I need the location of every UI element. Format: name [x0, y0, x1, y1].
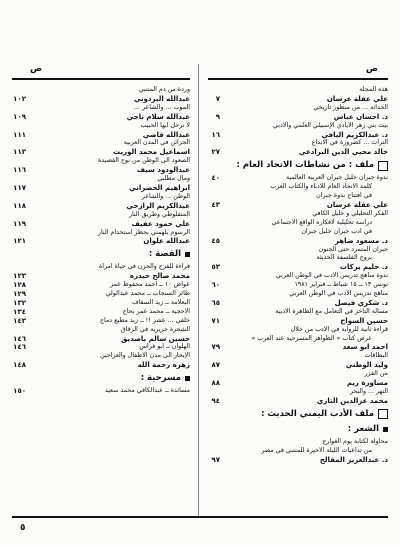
- left-column: [12, 86, 190, 396]
- toc-page-number: ٨٨: [211, 379, 220, 388]
- toc-title-row: [206, 104, 388, 113]
- section-bullet-marker: [185, 376, 190, 381]
- section-heading: [206, 408, 388, 421]
- toc-author-row: [206, 95, 388, 104]
- toc-title-row: [206, 139, 388, 148]
- toc-title-row: [206, 246, 388, 255]
- right-column: [206, 86, 388, 465]
- toc-title: جبران المتمرد حتى الجنون: [318, 245, 388, 253]
- toc-title-row: [12, 299, 190, 308]
- toc-title: كلمة الاتحاد العام للأدباء والكتاب العرب: [270, 183, 372, 191]
- toc-author: د. شكري فيصل: [334, 298, 388, 307]
- toc-title-row: [12, 229, 190, 238]
- toc-title-row: [206, 326, 388, 335]
- toc-title: الأحجية ــ محمد عمر بحاح: [122, 307, 190, 315]
- page-number: ٥: [20, 523, 26, 533]
- toc-title-row: [12, 175, 190, 184]
- column-divider: [198, 64, 199, 516]
- toc-title-row: [206, 192, 388, 201]
- toc-title: بروح الفلسفة الحديثة: [316, 254, 372, 262]
- toc-author: عبدالله قاضي: [142, 130, 190, 139]
- section-title: ملف الأدب اليمني الحديث :: [261, 408, 374, 419]
- toc-title: مسألة التأخر في التعامل مع الظاهرة الأدبية: [275, 307, 388, 315]
- toc-title-row: [12, 352, 190, 361]
- toc-author-row: [12, 166, 190, 175]
- toc-author-row: [206, 343, 388, 352]
- toc-title-row: [206, 254, 388, 263]
- toc-title-row: [12, 387, 190, 396]
- toc-title: من تداعيات الليلة الأخيرة للمتنبي في مصر: [261, 446, 372, 454]
- toc-title: المنفلوطي وطريق النار: [128, 210, 190, 218]
- toc-author-row: [206, 397, 388, 406]
- toc-title: التراث ... كضرورة في الابداع: [311, 139, 388, 147]
- toc-title: محاولة لكتابة يوم الغوارج: [322, 437, 388, 445]
- left-column-header: ص: [30, 64, 43, 74]
- toc-page-number: ٩٤: [211, 396, 220, 405]
- toc-page-number: ١٢٨: [13, 281, 26, 290]
- toc-page-number: ٨٧: [211, 361, 220, 370]
- toc-title: ندوة مناهج تدريس الأدب في الوطن العربي: [275, 272, 388, 280]
- toc-author: د. عبدالكريم اليافي: [321, 130, 388, 139]
- toc-author: علي عقلة عرسان: [326, 94, 388, 103]
- toc-page-number: ١٣٢: [13, 298, 26, 307]
- toc-author-row: [12, 335, 190, 344]
- toc-author-row: [206, 113, 388, 122]
- toc-author: خالد محيي الدين البرادعي: [298, 148, 388, 157]
- toc-title: النهر ... والبحر: [349, 388, 388, 395]
- toc-title-row: [206, 438, 388, 447]
- toc-author: حسين سالم باصديق: [121, 334, 190, 343]
- toc-author-row: [206, 201, 388, 210]
- toc-page-number: ١١٦: [13, 166, 26, 175]
- toc-title-row: [206, 174, 388, 183]
- toc-author-row: [12, 220, 190, 229]
- toc-author: محمد صالح حيدره: [129, 272, 190, 281]
- toc-title: مناهج تدريس الأدب في الوطن العربي: [289, 290, 388, 298]
- toc-author-row: [206, 456, 388, 465]
- toc-title-row: [12, 211, 190, 220]
- toc-title: الحزائن في المدن العربية: [123, 139, 190, 147]
- toc-page-number: ١٠٢: [13, 94, 26, 103]
- toc-page-number: ١١٨: [13, 201, 26, 210]
- toc-page-number: ١٤٦: [13, 334, 26, 343]
- toc-author: د. عبدالعزيز المقالح: [319, 455, 388, 464]
- toc-author-row: [206, 299, 388, 308]
- section-bullet-marker: [383, 427, 388, 432]
- right-header-rule: [208, 78, 388, 80]
- toc-author-row: [12, 184, 190, 193]
- toc-author-row: [12, 272, 190, 281]
- toc-author: حسين السواح: [340, 316, 388, 325]
- toc-author: محمد عزالدين التازي: [316, 396, 388, 405]
- toc-author-row: [206, 263, 388, 272]
- footer-rule: [12, 516, 388, 518]
- toc-author: عبدالله البردوني: [133, 94, 190, 103]
- toc-author: وليد الوطني: [345, 361, 388, 370]
- toc-author-row: [206, 317, 388, 326]
- toc-author: علي حمود عفيف: [131, 219, 190, 228]
- toc-page-number: ٤٥: [211, 236, 220, 245]
- toc-title-row: [12, 281, 190, 290]
- toc-author-row: [206, 361, 388, 370]
- section-title: ملف : من نشاطات الاتحاد العام :: [236, 160, 374, 171]
- toc-title-row: [206, 281, 388, 290]
- toc-title-row: [12, 263, 190, 272]
- toc-page-number: ١٠٩: [13, 112, 26, 121]
- toc-title: دراسة تحليلية لأفكاره الواقع الاجتماعي: [271, 218, 372, 226]
- toc-title-row: [206, 219, 388, 228]
- toc-title: مسائدة ــ عبدالكافي محمد سعيد: [104, 387, 190, 395]
- toc-page-number: ١١٩: [13, 219, 26, 228]
- toc-title-row: [12, 157, 190, 166]
- toc-page-number: ٩: [215, 112, 220, 121]
- toc-author: زهره رحمة الله: [137, 361, 190, 370]
- toc-title: تونس ١٣ ــ ١٥ شباط ــ فبراير ١٩٨١: [294, 281, 388, 289]
- toc-author: علي عقلة عرسان: [326, 200, 388, 209]
- toc-page-number: ١١٧: [13, 183, 26, 192]
- toc-title: الرسوم يلهمني بحظر استخدام النار: [97, 228, 190, 236]
- toc-author: د. حليم بركات: [339, 263, 388, 272]
- section-heading: [206, 423, 388, 436]
- toc-title-row: [12, 343, 190, 352]
- toc-title: الإبحار الى مدن الأطفال والعراجين: [100, 352, 190, 360]
- toc-author: احمد ابو سعد: [342, 343, 388, 352]
- toc-title-row: [206, 352, 388, 361]
- toc-title: قراءة للفرح والحزن في حياة امرأة: [98, 263, 190, 271]
- toc-title: قراءة ثانية للرواية في الأدب من خلال: [290, 325, 388, 333]
- toc-title: بيت بني زهر الأيادي الإسبيلي العلمي والأدبي: [273, 121, 388, 129]
- toc-title-row: [206, 272, 388, 281]
- toc-title-row: [206, 183, 388, 192]
- toc-author-row: [12, 113, 190, 122]
- toc-title-row: [12, 290, 190, 299]
- toc-author: مساورة ريم: [346, 379, 388, 388]
- section-box-marker: [378, 409, 388, 419]
- toc-page-number: ١٢١: [13, 237, 26, 246]
- toc-title-row: [206, 228, 388, 237]
- toc-author: عبدالودود سيف: [136, 166, 190, 175]
- section-title: القصة :: [148, 249, 181, 260]
- toc-author: ابراهيم الحضراني: [129, 183, 190, 192]
- toc-title-row: [206, 86, 388, 95]
- toc-page-number: ١٤٨: [13, 361, 26, 370]
- toc-title: الشجرة حريرية في الزقاق: [120, 325, 190, 333]
- toc-title-row: [206, 210, 388, 219]
- toc-title: هذه المجلة: [359, 86, 388, 93]
- toc-page-number: ١١٣: [13, 148, 26, 157]
- toc-author: د. احسان عباس: [333, 112, 388, 121]
- toc-title: ندوة جبران خليل جبران العربية العالمية: [285, 174, 388, 182]
- toc-author-row: [206, 131, 388, 140]
- toc-author: د. مسعود ضاهر: [334, 236, 388, 245]
- toc-title: في افتتاح ندوة جبران: [316, 192, 372, 200]
- toc-title: البعلامة ــ زيد السقاف: [132, 298, 190, 306]
- toc-page-number: ٤٠: [211, 174, 220, 183]
- toc-page-number: ١٢٩: [13, 290, 26, 299]
- toc-title: الوطن ... والشاعر: [141, 192, 190, 200]
- toc-title-row: [206, 447, 388, 456]
- toc-author-row: [12, 131, 190, 140]
- toc-author-row: [12, 95, 190, 104]
- toc-title-row: [12, 104, 190, 113]
- toc-title: عواض ١٠ ــ احمد محفوظ عمر: [110, 281, 190, 289]
- section-title: الشعر :: [347, 423, 379, 434]
- toc-author-row: [206, 148, 388, 157]
- section-heading: [206, 159, 388, 172]
- toc-title: من الفزر: [364, 370, 388, 378]
- toc-title: الفكر التحليلي و خليل الكافي: [312, 209, 388, 217]
- toc-title-row: [206, 290, 388, 299]
- toc-author-row: [12, 237, 190, 246]
- toc-page-number: ١٤٦: [13, 343, 26, 352]
- toc-title-row: [206, 335, 388, 344]
- toc-title: الموت ... والشاعر ...: [134, 103, 190, 111]
- right-column-header: ص: [365, 64, 378, 74]
- toc-page-number: ١١١: [13, 130, 26, 139]
- section-heading: [12, 248, 190, 261]
- toc-title-row: [12, 139, 190, 148]
- toc-page-number: ٦٥: [211, 298, 220, 307]
- toc-page-number: ٧١: [211, 316, 220, 325]
- toc-author: اسماعيل محمد الوريث: [113, 148, 190, 157]
- toc-title-row: [206, 370, 388, 379]
- toc-page-number: ٥٣: [211, 263, 220, 272]
- section-bullet-marker: [185, 252, 190, 257]
- toc-page-number: ٦٠: [211, 281, 220, 290]
- toc-page-number: ١٥٠: [13, 387, 26, 396]
- toc-title-row: [12, 122, 190, 131]
- toc-title-row: [12, 317, 190, 326]
- toc-title: الحداثة ... من منظور تاريخي: [313, 103, 388, 111]
- toc-author-row: [206, 379, 388, 388]
- toc-page-number: ٧٩: [211, 343, 220, 352]
- toc-title-row: [206, 308, 388, 317]
- toc-author-row: [12, 361, 190, 370]
- section-heading: [12, 372, 190, 385]
- toc-page-number: ٩٧: [211, 455, 220, 464]
- toc-author: عبدالله علوان: [143, 237, 190, 246]
- toc-page-number: ١٤٣: [13, 316, 26, 325]
- section-box-marker: [378, 161, 388, 171]
- toc-author: عبدالكريم الرازحي: [126, 201, 190, 210]
- toc-author-row: [12, 148, 190, 157]
- toc-title: في أدب جبران خليل جبران: [301, 227, 372, 235]
- toc-page-number: ٤٣: [211, 200, 220, 209]
- toc-author-row: [12, 202, 190, 211]
- toc-page-number: ١٦: [211, 130, 220, 139]
- toc-title: طائر السنجاب ــ محمد عبدالولي: [105, 290, 190, 298]
- toc-title: لا ترحل أيها الحبيب: [140, 121, 190, 129]
- toc-title: خلفي ... عشر !! ــ زيد مطيع دماج: [99, 316, 190, 324]
- section-title: مسرحية :: [140, 373, 181, 384]
- toc-page-number: ٢٧: [211, 148, 220, 157]
- toc-page-number: ٧: [215, 94, 220, 103]
- toc-title: ومال مطلبي: [157, 175, 190, 183]
- toc-author: عبدالله سلام ناجي: [126, 112, 190, 121]
- toc-title-row: [12, 326, 190, 335]
- toc-title-row: [12, 308, 190, 317]
- toc-page-number: ١٢٣: [13, 272, 26, 281]
- toc-title-row: [12, 86, 190, 95]
- left-header-rule: [12, 78, 190, 80]
- toc-title: عرض كتاب « الظواهر المسرحية عند العرب »: [251, 334, 372, 342]
- toc-title-row: [206, 388, 388, 397]
- toc-title: الصعود الى الوطن من نوح القصيدة: [98, 157, 190, 165]
- toc-title: الهلوان ــ ابو فراس: [139, 343, 190, 351]
- toc-title-row: [206, 122, 388, 131]
- toc-title-row: [12, 193, 190, 202]
- toc-title: البطاقات: [364, 352, 388, 360]
- toc-title: وردة من دم المتنبي: [138, 86, 190, 93]
- toc-author-row: [206, 237, 388, 246]
- toc-page-number: ١٣٤: [13, 307, 26, 316]
